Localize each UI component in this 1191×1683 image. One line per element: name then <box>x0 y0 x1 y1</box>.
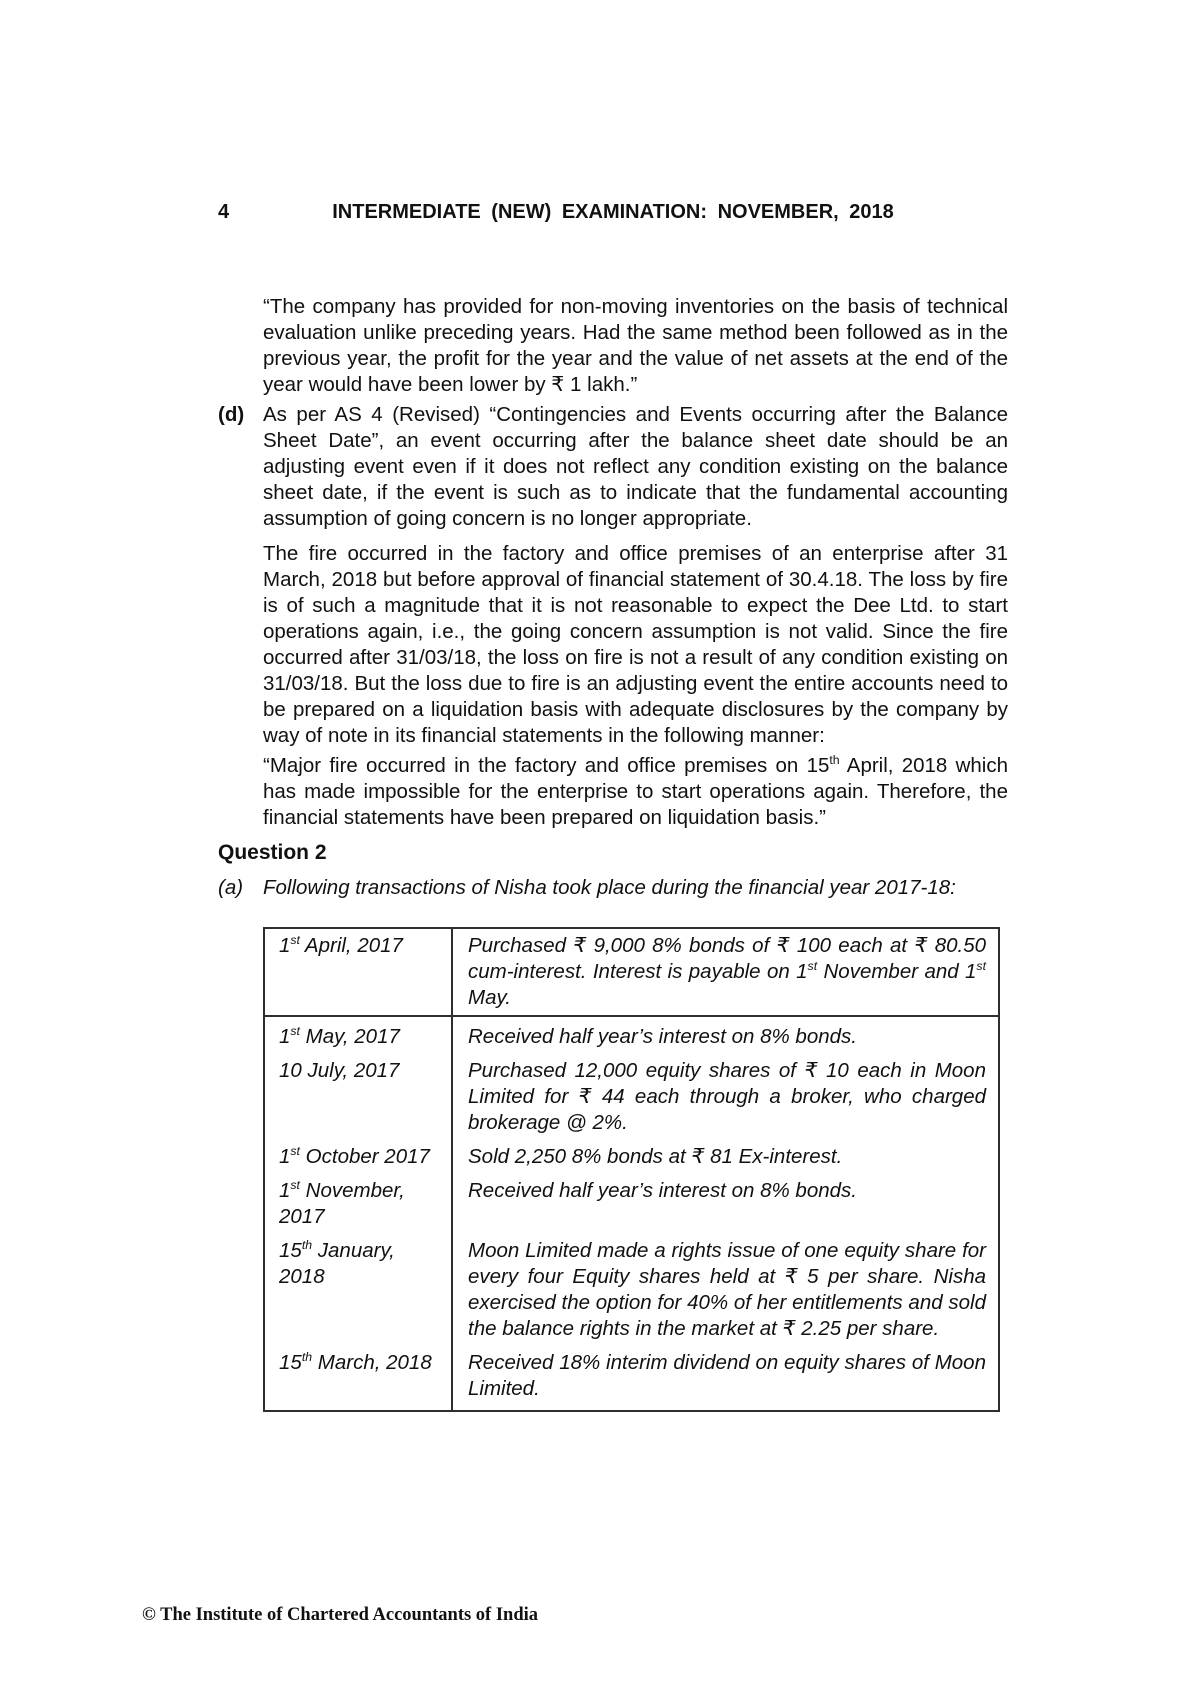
question-2a-intro-text: Following transactions of Nisha took place during the financial year 2017-18: <box>263 876 956 899</box>
page-content <box>218 199 1008 1412</box>
header-title: INTERMEDIATE (NEW) EXAMINATION: NOVEMBER, 2018 <box>332 201 894 223</box>
table-row <box>265 1054 998 1140</box>
transaction-desc-cell: Purchased ₹ 9,000 8% bonds of ₹ 100 each at ₹ 80.50 cum-interest. Interest is payable on 1st November and 1st May. <box>468 934 986 1009</box>
table-row <box>265 1174 998 1234</box>
answer-c-quote-paragraph: “The company has provided for non-moving inventories on the basis of technical evaluation unlike preceding years. Had the same method been followed as in the previous year, the profit for the year and the value of net assets at the end of the year would have been lower by ₹ 1 lakh.” <box>263 295 1008 396</box>
transaction-desc-cell: Sold 2,250 8% bonds at ₹ 81 Ex-interest. <box>468 1145 843 1168</box>
table-row <box>265 1017 998 1054</box>
answer-d-label: (d) <box>218 403 245 426</box>
transaction-desc-cell: Received half year’s interest on 8% bonds. <box>468 1025 857 1048</box>
footer-copyright: © The Institute of Chartered Accountants of India <box>142 1605 539 1625</box>
page-header <box>218 199 1008 225</box>
answer-d-paragraph-1: As per AS 4 (Revised) “Contingencies and Events occurring after the Balance Sheet Date”, an event occurring after the balance sheet date should be an adjusting event even if it does not reflect any condition existing on the balance sheet date, if the event is such as to indicate that the fundamental accounting assumption of going concern is no longer appropriate. <box>263 403 1008 530</box>
transactions-table <box>263 927 1000 1412</box>
table-row <box>265 1140 998 1174</box>
answer-d-body <box>263 402 1008 831</box>
transaction-date-cell: 15th January, 2018 <box>265 1234 453 1346</box>
transaction-date-cell: 1st October 2017 <box>265 1140 453 1174</box>
transaction-desc-cell: Purchased 12,000 equity shares of ₹ 10 each in Moon Limited for ₹ 44 each through a broker, who charged brokerage @ 2%. <box>468 1059 986 1134</box>
transaction-date-cell: 1st November, 2017 <box>265 1174 453 1234</box>
transaction-date-cell: 1st May, 2017 <box>265 1017 453 1054</box>
page-number: 4 <box>218 201 230 223</box>
question-2-heading: Question 2 <box>218 841 327 864</box>
question-2a-intro-row <box>218 875 1008 901</box>
transaction-date-cell: 1st April, 2017 <box>265 929 453 1015</box>
answer-d-block <box>218 402 1008 831</box>
transaction-date-cell: 10 July, 2017 <box>265 1054 453 1140</box>
transaction-desc-cell: Received half year’s interest on 8% bonds. <box>468 1179 857 1202</box>
table-row <box>265 1234 998 1346</box>
transaction-desc-cell: Received 18% interim dividend on equity shares of Moon Limited. <box>468 1351 986 1400</box>
table-row <box>265 1346 998 1410</box>
transaction-date-cell: 15th March, 2018 <box>265 1346 453 1410</box>
question-2a-label: (a) <box>218 876 244 899</box>
answer-d-paragraph-3: “Major fire occurred in the factory and office premises on 15th April, 2018 which has made impossible for the enterprise to start operations again. Therefore, the financial statements have been prepared on liquidation basis.” <box>263 753 1008 829</box>
answer-d-paragraph-2: The fire occurred in the factory and office premises of an enterprise after 31 March, 2018 but before approval of financial statement of 30.4.18. The loss by fire is of such a magnitude that it is not reasonable to expect the Dee Ltd. to start operations again, i.e., the going concern assumption is not valid. Since the fire occurred after 31/03/18, the loss on fire is not a result of any condition existing on 31/03/18. But the loss due to fire is an adjusting event the entire accounts need to be prepared on a liquidation basis with adequate disclosures by the company by way of note in its financial statements in the following manner: <box>263 542 1008 747</box>
table-row <box>265 929 998 1017</box>
transaction-desc-cell: Moon Limited made a rights issue of one equity share for every four Equity shares held at ₹ 5 per share. Nisha exercised the option for 40% of her entitlements and sold the balance rights in the market at ₹ 2.25 per share. <box>468 1239 986 1340</box>
